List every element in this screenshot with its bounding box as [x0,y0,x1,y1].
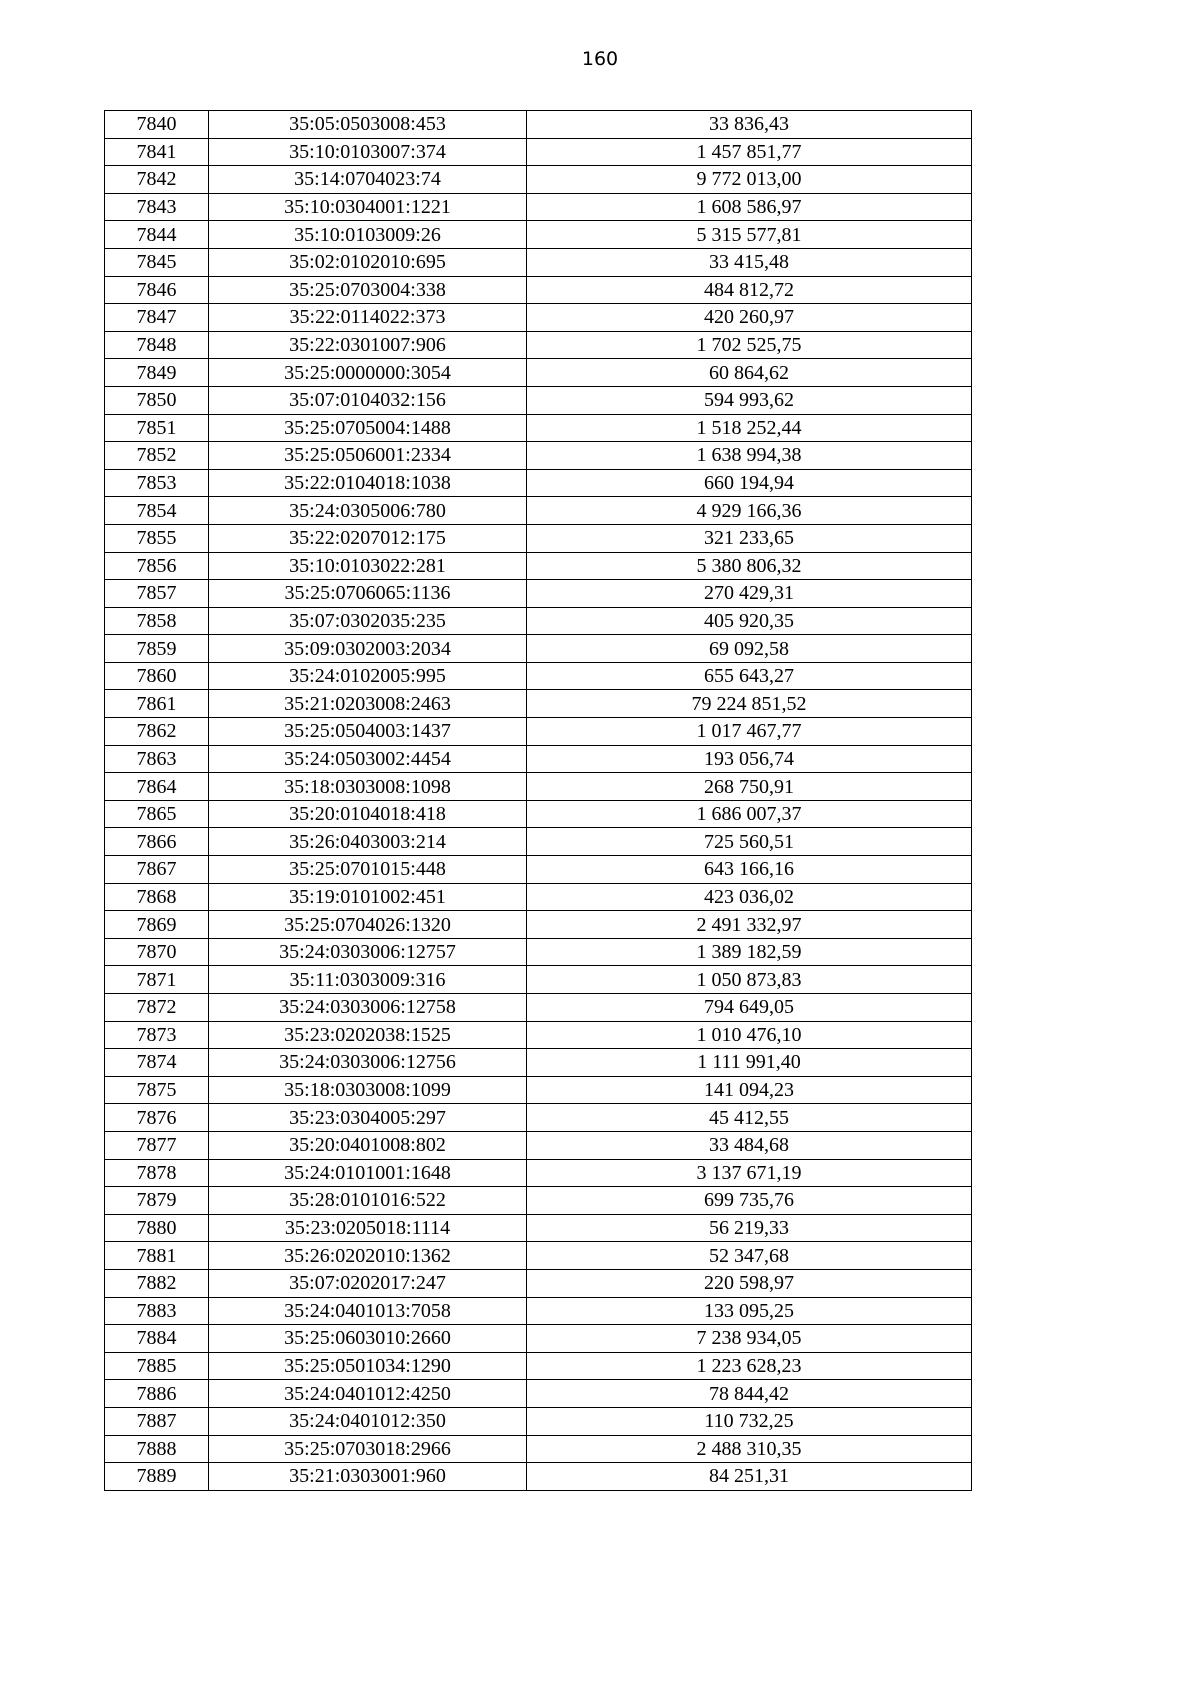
cadastral-number-cell: 35:23:0205018:1114 [209,1214,527,1242]
row-number-cell: 7857 [105,580,209,608]
row-number-cell: 7880 [105,1214,209,1242]
row-number-cell: 7858 [105,607,209,635]
cadastral-number-cell: 35:07:0104032:156 [209,386,527,414]
cadastral-value-cell: 69 092,58 [527,635,972,663]
table-row [105,1407,972,1435]
row-number-cell: 7854 [105,497,209,525]
cadastral-value-cell: 725 560,51 [527,828,972,856]
cadastral-number-cell: 35:25:0703004:338 [209,276,527,304]
row-number-cell: 7882 [105,1269,209,1297]
cadastral-number-cell: 35:19:0101002:451 [209,883,527,911]
cadastral-value-cell: 1 111 991,40 [527,1049,972,1077]
cadastral-number-cell: 35:24:0503002:4454 [209,745,527,773]
row-number-cell: 7847 [105,304,209,332]
table-row [105,469,972,497]
row-number-cell: 7863 [105,745,209,773]
cadastral-number-cell: 35:10:0103007:374 [209,138,527,166]
cadastral-value-cell: 405 920,35 [527,607,972,635]
cadastral-number-cell: 35:25:0504003:1437 [209,718,527,746]
table-row [105,994,972,1022]
table-row [105,856,972,884]
cadastral-number-cell: 35:25:0506001:2334 [209,442,527,470]
cadastral-value-cell: 133 095,25 [527,1297,972,1325]
table-row [105,1159,972,1187]
row-number-cell: 7845 [105,248,209,276]
row-number-cell: 7888 [105,1435,209,1463]
cadastral-number-cell: 35:22:0301007:906 [209,331,527,359]
table-row [105,1435,972,1463]
cadastral-value-cell: 420 260,97 [527,304,972,332]
row-number-cell: 7878 [105,1159,209,1187]
cadastral-value-cell: 1 518 252,44 [527,414,972,442]
cadastral-value-cell: 1 702 525,75 [527,331,972,359]
row-number-cell: 7883 [105,1297,209,1325]
table-row [105,221,972,249]
table-row [105,166,972,194]
table-row [105,414,972,442]
row-number-cell: 7853 [105,469,209,497]
cadastral-number-cell: 35:24:0305006:780 [209,497,527,525]
row-number-cell: 7848 [105,331,209,359]
row-number-cell: 7869 [105,911,209,939]
row-number-cell: 7856 [105,552,209,580]
table-row [105,635,972,663]
cadastral-value-cell: 52 347,68 [527,1242,972,1270]
row-number-cell: 7841 [105,138,209,166]
table-row [105,938,972,966]
table-row [105,966,972,994]
row-number-cell: 7879 [105,1187,209,1215]
row-number-cell: 7889 [105,1463,209,1491]
cadastral-value-cell: 484 812,72 [527,276,972,304]
cadastral-value-cell: 193 056,74 [527,745,972,773]
cadastral-number-cell: 35:24:0303006:12756 [209,1049,527,1077]
table-row [105,1187,972,1215]
table-row [105,386,972,414]
row-number-cell: 7850 [105,386,209,414]
cadastral-value-cell: 270 429,31 [527,580,972,608]
cadastral-number-cell: 35:26:0202010:1362 [209,1242,527,1270]
cadastral-number-cell: 35:21:0303001:960 [209,1463,527,1491]
table-row [105,800,972,828]
table-row [105,1214,972,1242]
table-row [105,111,972,139]
row-number-cell: 7861 [105,690,209,718]
table-row [105,1076,972,1104]
table-row [105,497,972,525]
cadastral-number-cell: 35:09:0302003:2034 [209,635,527,663]
table-row [105,883,972,911]
row-number-cell: 7876 [105,1104,209,1132]
table-row [105,1049,972,1077]
cadastral-number-cell: 35:11:0303009:316 [209,966,527,994]
page-number: 160 [581,48,619,70]
cadastral-number-cell: 35:25:0706065:1136 [209,580,527,608]
cadastral-value-cell: 9 772 013,00 [527,166,972,194]
cadastral-number-cell: 35:25:0701015:448 [209,856,527,884]
cadastral-number-cell: 35:24:0401013:7058 [209,1297,527,1325]
cadastral-value-cell: 79 224 851,52 [527,690,972,718]
row-number-cell: 7860 [105,662,209,690]
row-number-cell: 7873 [105,1021,209,1049]
cadastral-value-cell: 56 219,33 [527,1214,972,1242]
row-number-cell: 7842 [105,166,209,194]
row-number-cell: 7851 [105,414,209,442]
cadastral-value-table [104,110,972,1491]
cadastral-number-cell: 35:22:0104018:1038 [209,469,527,497]
cadastral-value-cell: 1 608 586,97 [527,193,972,221]
cadastral-value-cell: 1 050 873,83 [527,966,972,994]
table-row [105,690,972,718]
cadastral-value-cell: 699 735,76 [527,1187,972,1215]
row-number-cell: 7875 [105,1076,209,1104]
cadastral-value-cell: 643 166,16 [527,856,972,884]
cadastral-value-cell: 5 315 577,81 [527,221,972,249]
cadastral-number-cell: 35:21:0203008:2463 [209,690,527,718]
row-number-cell: 7874 [105,1049,209,1077]
cadastral-value-cell: 594 993,62 [527,386,972,414]
cadastral-value-cell: 321 233,65 [527,524,972,552]
cadastral-number-cell: 35:07:0202017:247 [209,1269,527,1297]
row-number-cell: 7884 [105,1325,209,1353]
row-number-cell: 7877 [105,1131,209,1159]
table-row [105,828,972,856]
cadastral-number-cell: 35:25:0501034:1290 [209,1352,527,1380]
table-row [105,276,972,304]
cadastral-number-cell: 35:10:0304001:1221 [209,193,527,221]
cadastral-number-cell: 35:25:0603010:2660 [209,1325,527,1353]
cadastral-value-cell: 110 732,25 [527,1407,972,1435]
cadastral-number-cell: 35:14:0704023:74 [209,166,527,194]
cadastral-number-cell: 35:20:0104018:418 [209,800,527,828]
table-row [105,607,972,635]
cadastral-number-cell: 35:25:0705004:1488 [209,414,527,442]
row-number-cell: 7870 [105,938,209,966]
table-row [105,524,972,552]
table-row [105,1463,972,1491]
row-number-cell: 7846 [105,276,209,304]
cadastral-number-cell: 35:24:0303006:12757 [209,938,527,966]
row-number-cell: 7865 [105,800,209,828]
table-row [105,718,972,746]
table-row [105,1297,972,1325]
table-row [105,359,972,387]
cadastral-value-cell: 1 686 007,37 [527,800,972,828]
row-number-cell: 7843 [105,193,209,221]
table-row [105,1104,972,1132]
table-row [105,1269,972,1297]
table-row [105,552,972,580]
cadastral-value-cell: 660 194,94 [527,469,972,497]
row-number-cell: 7872 [105,994,209,1022]
cadastral-number-cell: 35:05:0503008:453 [209,111,527,139]
row-number-cell: 7849 [105,359,209,387]
cadastral-number-cell: 35:24:0401012:350 [209,1407,527,1435]
cadastral-value-cell: 1 389 182,59 [527,938,972,966]
row-number-cell: 7840 [105,111,209,139]
cadastral-number-cell: 35:25:0704026:1320 [209,911,527,939]
table-row [105,1352,972,1380]
table-row [105,304,972,332]
row-number-cell: 7881 [105,1242,209,1270]
row-number-cell: 7844 [105,221,209,249]
cadastral-value-cell: 2 488 310,35 [527,1435,972,1463]
table-row [105,911,972,939]
cadastral-value-cell: 5 380 806,32 [527,552,972,580]
cadastral-number-cell: 35:28:0101016:522 [209,1187,527,1215]
cadastral-value-cell: 4 929 166,36 [527,497,972,525]
cadastral-value-cell: 423 036,02 [527,883,972,911]
cadastral-value-cell: 84 251,31 [527,1463,972,1491]
row-number-cell: 7862 [105,718,209,746]
cadastral-number-cell: 35:02:0102010:695 [209,248,527,276]
table-row [105,1325,972,1353]
cadastral-number-cell: 35:22:0207012:175 [209,524,527,552]
cadastral-value-cell: 45 412,55 [527,1104,972,1132]
cadastral-number-cell: 35:10:0103022:281 [209,552,527,580]
row-number-cell: 7887 [105,1407,209,1435]
cadastral-value-cell: 60 864,62 [527,359,972,387]
cadastral-number-cell: 35:24:0101001:1648 [209,1159,527,1187]
cadastral-number-cell: 35:18:0303008:1099 [209,1076,527,1104]
row-number-cell: 7868 [105,883,209,911]
table-row [105,580,972,608]
table-row [105,1021,972,1049]
row-number-cell: 7885 [105,1352,209,1380]
row-number-cell: 7859 [105,635,209,663]
table-row [105,745,972,773]
cadastral-value-cell: 7 238 934,05 [527,1325,972,1353]
table-row [105,773,972,801]
cadastral-value-cell: 794 649,05 [527,994,972,1022]
cadastral-number-cell: 35:07:0302035:235 [209,607,527,635]
cadastral-number-cell: 35:23:0304005:297 [209,1104,527,1132]
cadastral-value-cell: 1 223 628,23 [527,1352,972,1380]
table-row [105,331,972,359]
cadastral-number-cell: 35:25:0703018:2966 [209,1435,527,1463]
cadastral-value-cell: 33 415,48 [527,248,972,276]
cadastral-value-cell: 1 457 851,77 [527,138,972,166]
table-row [105,1380,972,1408]
row-number-cell: 7867 [105,856,209,884]
row-number-cell: 7866 [105,828,209,856]
table-row [105,1242,972,1270]
cadastral-number-cell: 35:24:0303006:12758 [209,994,527,1022]
table-row [105,248,972,276]
cadastral-number-cell: 35:24:0401012:4250 [209,1380,527,1408]
cadastral-value-cell: 1 017 467,77 [527,718,972,746]
row-number-cell: 7852 [105,442,209,470]
row-number-cell: 7855 [105,524,209,552]
cadastral-number-cell: 35:23:0202038:1525 [209,1021,527,1049]
cadastral-value-cell: 78 844,42 [527,1380,972,1408]
table-body [105,111,972,1491]
cadastral-value-cell: 33 836,43 [527,111,972,139]
table-row [105,138,972,166]
table-row [105,662,972,690]
cadastral-number-cell: 35:25:0000000:3054 [209,359,527,387]
cadastral-number-cell: 35:18:0303008:1098 [209,773,527,801]
row-number-cell: 7864 [105,773,209,801]
table-row [105,1131,972,1159]
cadastral-value-cell: 3 137 671,19 [527,1159,972,1187]
cadastral-value-cell: 268 750,91 [527,773,972,801]
table-row [105,442,972,470]
cadastral-value-cell: 2 491 332,97 [527,911,972,939]
cadastral-number-cell: 35:24:0102005:995 [209,662,527,690]
row-number-cell: 7886 [105,1380,209,1408]
row-number-cell: 7871 [105,966,209,994]
cadastral-value-cell: 220 598,97 [527,1269,972,1297]
cadastral-number-cell: 35:26:0403003:214 [209,828,527,856]
cadastral-value-cell: 1 638 994,38 [527,442,972,470]
cadastral-number-cell: 35:20:0401008:802 [209,1131,527,1159]
cadastral-value-cell: 1 010 476,10 [527,1021,972,1049]
cadastral-number-cell: 35:22:0114022:373 [209,304,527,332]
cadastral-value-cell: 33 484,68 [527,1131,972,1159]
cadastral-value-cell: 141 094,23 [527,1076,972,1104]
table-row [105,193,972,221]
cadastral-value-cell: 655 643,27 [527,662,972,690]
cadastral-number-cell: 35:10:0103009:26 [209,221,527,249]
